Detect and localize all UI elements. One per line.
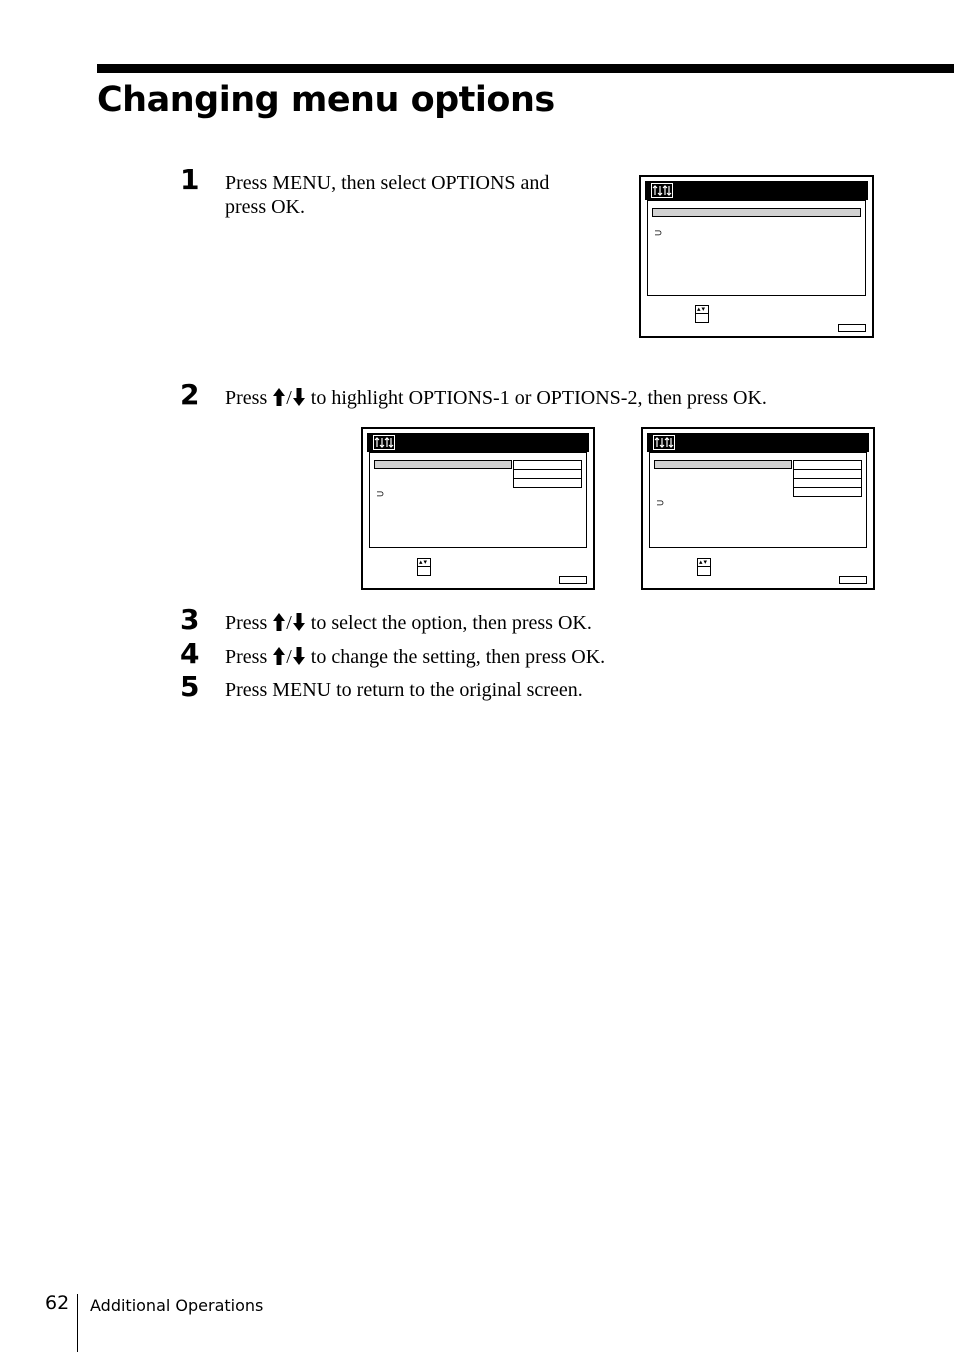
options-menu-icon [651, 183, 673, 198]
title-rule [97, 64, 954, 73]
page-title: Changing menu options [97, 80, 555, 120]
step-text-1-line1: Press MENU, then select OPTIONS and [225, 172, 550, 194]
menu-panel [369, 452, 587, 548]
arrow-up-icon [272, 646, 286, 666]
step-text-1-line2: press OK. [225, 196, 305, 218]
screen-title-bar [647, 433, 869, 452]
options-menu-icon [653, 435, 675, 450]
step-number-5: 5 [180, 670, 200, 703]
arrow-down-icon [292, 646, 306, 666]
step-number-4: 4 [180, 637, 200, 670]
screen-title-bar [367, 433, 589, 452]
submenu-box [513, 460, 582, 488]
return-icon: ⊃ [656, 498, 665, 509]
exit-box [839, 576, 867, 584]
menu-panel [649, 452, 867, 548]
return-icon: ⊃ [654, 228, 663, 239]
step-text-4: Press / to change the setting, then press OK. [225, 646, 606, 668]
screen-menu-options [639, 175, 874, 338]
arrow-down-icon [292, 387, 306, 407]
exit-box [559, 576, 587, 584]
screen-title-bar [645, 181, 868, 200]
step-text-1 [225, 171, 549, 219]
submenu-box [793, 460, 862, 497]
arrow-up-icon [272, 387, 286, 407]
step-number-2: 2 [180, 378, 200, 411]
step-number-1: 1 [180, 163, 200, 196]
section-name: Additional Operations [90, 1296, 264, 1315]
menu-highlight-row [374, 460, 512, 469]
menu-panel [647, 200, 866, 296]
menu-highlight-row [654, 460, 792, 469]
screen-options-1 [361, 427, 595, 590]
up-down-navigation-icon: ▴▾ [697, 558, 711, 576]
up-down-navigation-icon: ▴▾ [417, 558, 431, 576]
menu-highlight-row [652, 208, 861, 217]
step-text-2: Press / to highlight OPTIONS-1 or OPTIONS-2, then press OK. [225, 387, 767, 409]
exit-box [838, 324, 866, 332]
arrow-up-icon [272, 612, 286, 632]
footer-divider [77, 1294, 78, 1352]
step-text-3: Press / to select the option, then press OK. [225, 612, 592, 634]
step-text-5: Press MENU to return to the original screen. [225, 679, 583, 701]
up-down-navigation-icon: ▴▾ [695, 305, 709, 323]
arrow-down-icon [292, 612, 306, 632]
return-icon: ⊃ [376, 489, 385, 500]
page-number: 62 [45, 1292, 70, 1314]
screen-options-2 [641, 427, 875, 590]
step-number-3: 3 [180, 603, 200, 636]
options-menu-icon [373, 435, 395, 450]
